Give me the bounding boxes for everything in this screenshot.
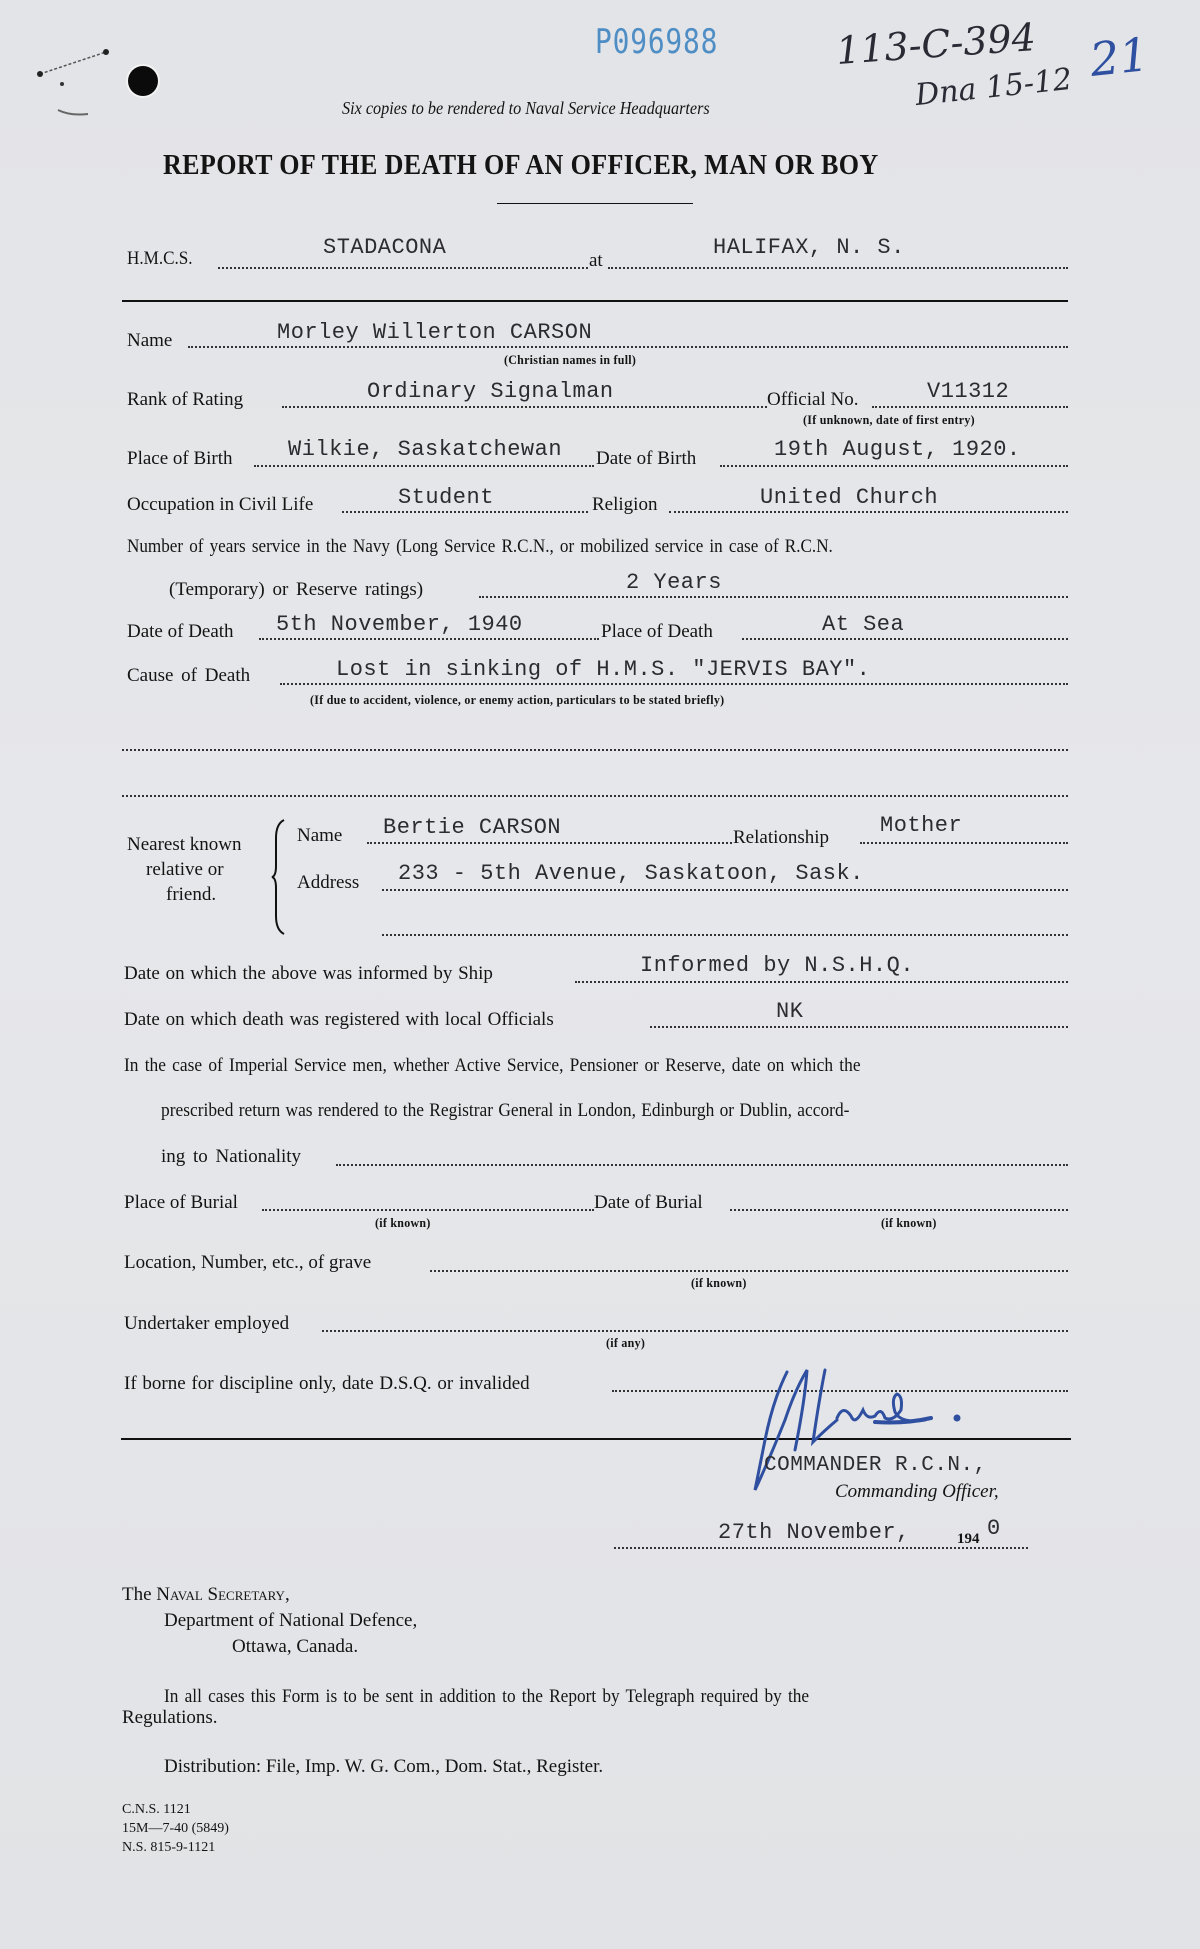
naval-secretary-post: , [284, 1584, 290, 1605]
date-of-birth-value: 19th August, 1920. [774, 437, 1021, 462]
name-hint: (Christian names in full) [504, 352, 637, 367]
official-no-dotted-line [872, 406, 1068, 408]
imperial-label-1: In the case of Imperial Service men, whether Active Service, Pensioner or Reserve, date on which the [124, 1056, 861, 1076]
official-no-hint: (If unknown, date of first entry) [803, 412, 975, 427]
rank-dotted-line [282, 406, 767, 408]
relative-group-label-2: relative or [146, 859, 224, 880]
place-of-death-label: Place of Death [601, 621, 713, 642]
official-no-label: Official No. [767, 389, 859, 410]
informed-dotted-line [575, 981, 1068, 983]
date-of-death-dotted-line [259, 638, 599, 640]
relative-address-dotted-line [382, 889, 1068, 891]
staple-marks [30, 40, 120, 120]
place-of-burial-dotted-line [262, 1209, 594, 1211]
telegraph-note-line-1: In all cases this Form is to be sent in addition to the Report by Telegraph required by the [164, 1687, 810, 1707]
relationship-dotted-line [860, 842, 1068, 844]
page-title: REPORT OF THE DEATH OF AN OFFICER, MAN OR BOY [163, 150, 879, 181]
grave-location-label: Location, Number, etc., of grave [124, 1252, 372, 1273]
stamp-number: P096988 [595, 22, 719, 62]
undertaker-hint: (if any) [606, 1335, 646, 1350]
registered-label: Date on which death was registered with local Officials [124, 1009, 554, 1030]
rank-label: Rank of Rating [127, 389, 244, 410]
informed-value: Informed by N.S.H.Q. [640, 953, 915, 978]
service-value: 2 Years [626, 570, 722, 595]
relative-group-label-1: Nearest known [127, 834, 242, 855]
date-of-death-label: Date of Death [127, 621, 234, 642]
signatory-rank: COMMANDER R.C.N., [764, 1454, 987, 1477]
date-of-burial-label: Date of Burial [594, 1192, 703, 1213]
service-dotted-line [479, 596, 1068, 598]
at-label: at [589, 250, 603, 271]
place-of-birth-dotted-line [254, 465, 594, 467]
punch-hole [128, 66, 158, 96]
relative-address-label: Address [297, 872, 360, 893]
imperial-label-2: prescribed return was rendered to the Registrar General in London, Edinburgh or Dublin, accord- [161, 1101, 850, 1121]
official-no-value: V11312 [927, 379, 1010, 404]
form-code-1: C.N.S. 1121 [122, 1802, 191, 1817]
imperial-dotted-line [336, 1164, 1068, 1166]
report-date-year-typed: 0 [987, 1516, 1001, 1541]
date-of-death-value: 5th November, 1940 [276, 612, 523, 637]
brace-icon [270, 818, 288, 936]
cause-of-death-dotted-line [280, 683, 1068, 685]
place-of-death-value: At Sea [822, 612, 905, 637]
service-label-1: Number of years service in the Navy (Long Service R.C.N., or mobilized service in case of R.C.N. [127, 537, 833, 557]
naval-secretary-pre: The [122, 1584, 157, 1605]
name-value: Morley Willerton CARSON [277, 320, 593, 345]
handwritten-ref2: Dna 15-12 [913, 61, 1074, 114]
date-of-burial-hint: (if known) [881, 1215, 937, 1230]
date-of-birth-dotted-line [720, 465, 1068, 467]
ottawa-line: Ottawa, Canada. [232, 1636, 359, 1657]
undertaker-label: Undertaker employed [124, 1313, 290, 1334]
handwritten-page-number: 21 [1087, 27, 1152, 87]
relative-name-label: Name [297, 825, 343, 846]
place-of-birth-value: Wilkie, Saskatchewan [288, 437, 563, 462]
section-rule [122, 300, 1068, 302]
cause-of-death-hint: (If due to accident, violence, or enemy action, particulars to be stated briefly) [310, 692, 725, 707]
place-of-burial-label: Place of Burial [124, 1192, 238, 1213]
cause-of-death-label: Cause of Death [127, 665, 251, 686]
relative-name-value: Bertie CARSON [383, 815, 562, 840]
occupation-value: Student [398, 485, 494, 510]
religion-label: Religion [592, 494, 658, 515]
undertaker-dotted-line [322, 1330, 1068, 1332]
form-code-2: 15M—7-40 (5849) [122, 1821, 229, 1836]
service-label-2: (Temporary) or Reserve ratings) [169, 579, 424, 600]
cause-extra-line-1 [122, 749, 1068, 751]
at-dotted-line [608, 267, 1068, 269]
date-of-birth-label: Date of Birth [596, 448, 697, 469]
signatory-title: Commanding Officer, [835, 1481, 999, 1502]
cause-extra-line-2 [122, 795, 1068, 797]
cause-of-death-value: Lost in sinking of H.M.S. "JERVIS BAY". [336, 657, 871, 682]
title-underline [497, 203, 693, 204]
relationship-label: Relationship [733, 827, 830, 848]
signature-image [725, 1360, 1005, 1500]
name-label: Name [127, 330, 173, 351]
registered-dotted-line [650, 1026, 1068, 1028]
naval-secretary-line [122, 1584, 290, 1606]
imperial-label-3: ing to Nationality [161, 1146, 302, 1167]
relationship-value: Mother [880, 813, 963, 838]
relative-address-value: 233 - 5th Avenue, Saskatoon, Sask. [398, 861, 864, 886]
date-of-burial-dotted-line [730, 1209, 1068, 1211]
handwritten-file-ref: 113-C-394 [834, 15, 1038, 73]
copies-note: Six copies to be rendered to Naval Service Headquarters [342, 98, 710, 118]
relative-name-dotted-line [367, 842, 732, 844]
distribution-line: Distribution: File, Imp. W. G. Com., Dom. Stat., Register. [164, 1756, 604, 1777]
report-date-value: 27th November, [718, 1520, 910, 1545]
hmcs-label: H.M.C.S. [127, 248, 193, 269]
report-date-year-printed: 194 [957, 1531, 980, 1547]
religion-dotted-line [669, 511, 1068, 513]
hmcs-dotted-line [218, 267, 588, 269]
informed-label: Date on which the above was informed by Ship [124, 963, 493, 984]
at-value: HALIFAX, N. S. [713, 235, 905, 260]
hmcs-value: STADACONA [323, 235, 447, 260]
relative-address-extra-line [382, 934, 1068, 936]
grave-location-hint: (if known) [691, 1275, 747, 1290]
place-of-birth-label: Place of Birth [127, 448, 233, 469]
religion-value: United Church [760, 485, 939, 510]
occupation-label: Occupation in Civil Life [127, 494, 314, 515]
name-dotted-line [188, 346, 1068, 348]
form-code-3: N.S. 815-9-1121 [122, 1840, 216, 1855]
department-line: Department of National Defence, [164, 1610, 418, 1631]
grave-location-dotted-line [430, 1270, 1068, 1272]
relative-group-label-3: friend. [166, 884, 217, 905]
place-of-burial-hint: (if known) [375, 1215, 431, 1230]
rank-value: Ordinary Signalman [367, 379, 614, 404]
registered-value: NK [776, 999, 804, 1024]
occupation-dotted-line [342, 511, 588, 513]
discipline-label: If borne for discipline only, date D.S.Q. or invalided [124, 1373, 530, 1394]
place-of-death-dotted-line [742, 638, 1068, 640]
naval-secretary-caps: Naval Secretary [156, 1584, 285, 1605]
telegraph-note-line-2: Regulations. [122, 1707, 218, 1728]
